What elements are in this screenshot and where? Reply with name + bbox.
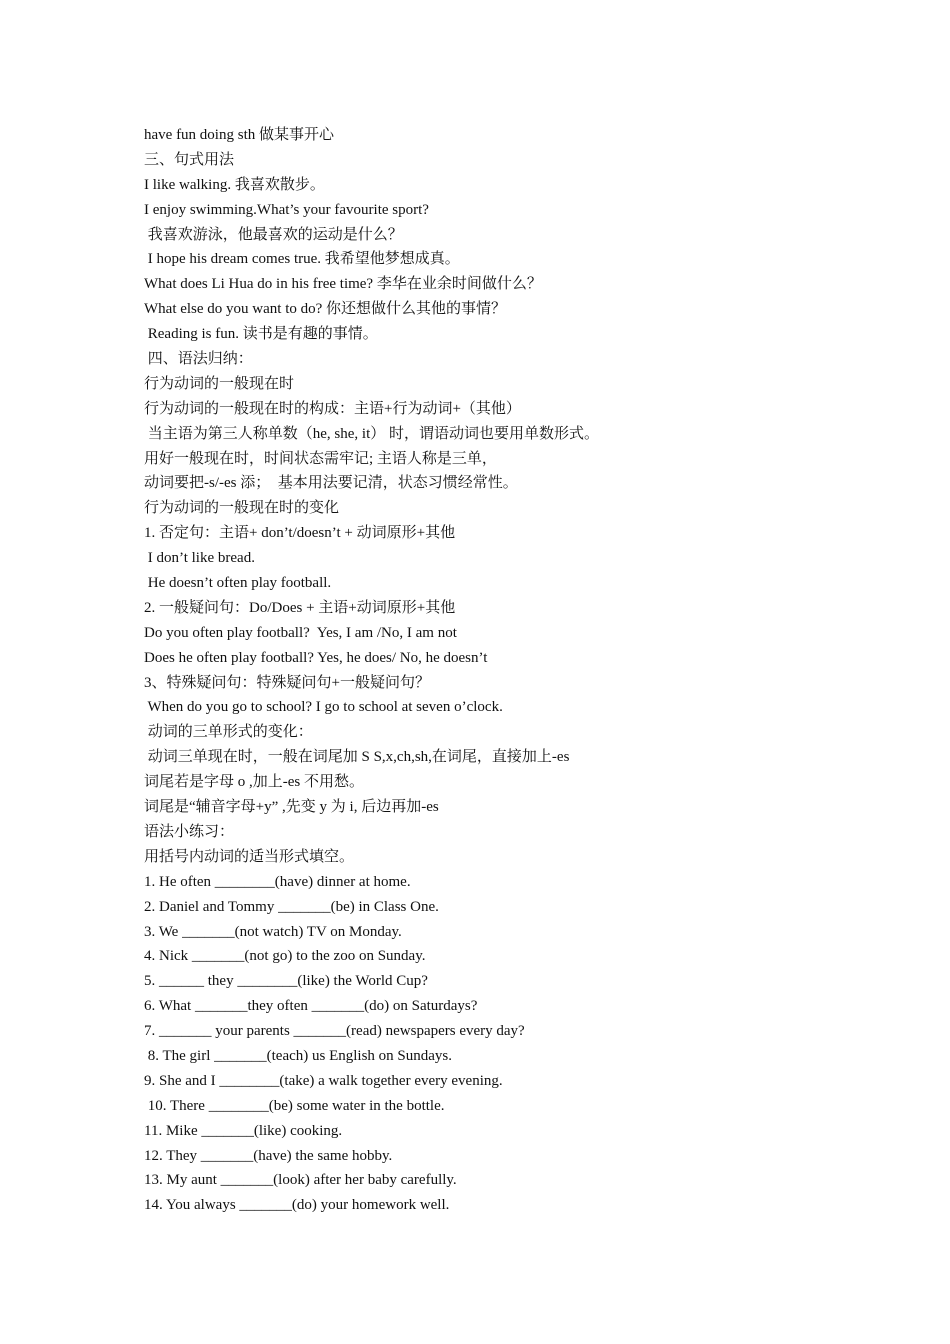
text-line: 10. There ________(be) some water in the bottle.: [144, 1097, 445, 1114]
text-line: I don’t like bread.: [144, 550, 255, 567]
text-line: 词尾是“辅音字母+y” ,先变 y 为 i, 后边再加-es: [144, 799, 439, 816]
text-line: 动词的三单形式的变化：: [144, 724, 313, 741]
text-line: 4. Nick _______(not go) to the zoo on Sunday.: [144, 948, 426, 965]
text-line: 四、语法归纳：: [144, 351, 253, 368]
text-line: 语法小练习：: [144, 823, 235, 840]
text-line: 1. 否定句：主语+ don’t/doesn’t + 动词原形+其他: [144, 525, 456, 542]
text-line: 2. 一般疑问句：Do/Does + 主语+动词原形+其他: [144, 599, 456, 616]
text-line: Do you often play football? Yes, I am /No, I am not: [144, 624, 457, 641]
text-line: 3、特殊疑问句：特殊疑问句+一般疑问句？: [144, 674, 430, 691]
text-line: What else do you want to do? 你还想做什么其他的事情？: [144, 301, 507, 318]
text-line: 行为动词的一般现在时: [144, 375, 295, 392]
text-line: 我喜欢游泳，他最喜欢的运动是什么？: [144, 226, 403, 243]
text-line: Does he often play football? Yes, he does/ No, he doesn’t: [144, 649, 488, 666]
text-line: 用括号内动词的适当形式填空。: [144, 848, 355, 865]
text-line: 6. What _______they often _______(do) on Saturdays?: [144, 998, 478, 1015]
text-line: 行为动词的一般现在时的构成：主语+行为动词+（其他）: [144, 400, 521, 417]
text-line: I hope his dream comes true. 我希望他梦想成真。: [144, 251, 460, 268]
text-line: 行为动词的一般现在时的变化: [144, 500, 340, 517]
text-line: 词尾若是字母 o ,加上-es 不用愁。: [144, 774, 364, 791]
text-line: What does Li Hua do in his free time? 李华在业余时间做什么？: [144, 276, 542, 293]
text-line: 用好一般现在时，时间状态需牢记; 主语人称是三单，: [144, 450, 497, 467]
text-line: I enjoy swimming.What’s your favourite sport?: [144, 201, 429, 218]
text-line: Reading is fun. 读书是有趣的事情。: [144, 326, 378, 343]
text-line: 11. Mike _______(like) cooking.: [144, 1122, 343, 1139]
text-line: When do you go to school? I go to school at seven o’clock.: [144, 699, 503, 716]
text-line: 动词要把-s/-es 添； 基本用法要记清，状态习惯经常性。: [144, 475, 518, 492]
text-line: 3. We _______(not watch) TV on Monday.: [144, 923, 402, 940]
text-line: 三、句式用法: [144, 151, 235, 168]
text-line: 2. Daniel and Tommy _______(be) in Class One.: [144, 898, 439, 915]
text-line: 13. My aunt _______(look) after her baby carefully.: [144, 1172, 457, 1189]
text-line: 12. They _______(have) the same hobby.: [144, 1147, 393, 1164]
text-line: 9. She and I ________(take) a walk together every evening.: [144, 1072, 503, 1089]
text-line: He doesn’t often play football.: [144, 575, 332, 592]
text-line: 5. ______ they ________(like) the World Cup?: [144, 973, 428, 990]
text-line: I like walking. 我喜欢散步。: [144, 176, 325, 193]
text-line: 动词三单现在时，一般在词尾加 S S,x,ch,sh,在词尾，直接加上-es: [144, 749, 570, 766]
text-line: 7. _______ your parents _______(read) newspapers every day?: [144, 1023, 525, 1040]
text-line: 8. The girl _______(teach) us English on Sundays.: [144, 1047, 453, 1064]
text-line: have fun doing sth 做某事开心: [144, 127, 334, 143]
document-page: [144, 123, 864, 1218]
text-line: 1. He often ________(have) dinner at home.: [144, 873, 411, 890]
text-line: 当主语为第三人称单数（he, she, it） 时，谓语动词也要用单数形式。: [144, 425, 599, 442]
text-line: 14. You always _______(do) your homework well.: [144, 1197, 450, 1214]
